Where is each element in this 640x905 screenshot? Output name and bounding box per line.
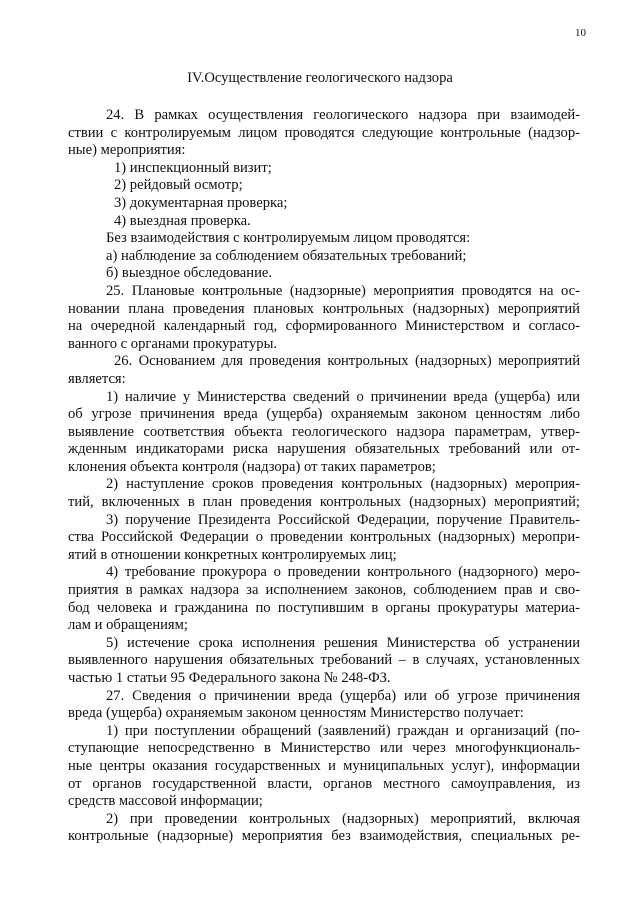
text-line: ступающие непосредственно в Министерство или через многофункциональ- xyxy=(68,740,580,757)
text-line: тий, включенных в план проведения контрольных (надзорных) мероприятий; xyxy=(68,494,580,511)
text-line: 2) при проведении контрольных (надзорных) мероприятий, включая xyxy=(106,810,580,827)
text-line: 24. В рамках осуществления геологического надзора при взаимодей- xyxy=(106,107,580,123)
text-line: 2) рейдовый осмотр; xyxy=(114,177,243,194)
text-line: ванного с органами прокуратуры. xyxy=(68,335,278,352)
text-line: 3) документарная проверка; xyxy=(114,194,288,211)
text-line: ные центры оказания государственных и муниципальных услуг), информации xyxy=(68,757,580,774)
text-line: на очередной календарный год, сформированного Министерством и согласо- xyxy=(68,318,580,335)
text-line: новании плана проведения плановых контрольных (надзорных) мероприятий xyxy=(68,300,580,317)
text-line: об угрозе причинения вреда (ущерба) охраняемым законом ценностям либо xyxy=(68,406,580,423)
text-line: 25. Плановые контрольные (надзорные) мероприятия проводятся на ос- xyxy=(106,282,580,299)
text-line: выявление соответствия объекта геологического надзора параметрам, утвер- xyxy=(68,423,580,440)
text-line: вреда (ущерба) охраняемым законом ценностям Министерство получает: xyxy=(68,705,524,722)
text-line: частью 1 статьи 95 Федерального закона № 248-ФЗ. xyxy=(68,670,391,686)
text-line: от органов государственной власти, органов местного самоуправления, из xyxy=(68,775,580,792)
text-line: 1) инспекционный визит; xyxy=(114,159,272,176)
text-line: 26. Основанием для проведения контрольных (надзорных) мероприятий xyxy=(114,353,580,370)
text-line: 4) выездная проверка. xyxy=(114,212,251,229)
text-line: клонения объекта контроля (надзора) от таких параметров; xyxy=(68,458,436,475)
section-heading: IV.Осуществление геологического надзора xyxy=(187,70,453,86)
text-line: 3) поручение Президента Российской Федерации, поручение Правитель- xyxy=(106,511,580,528)
text-line: 2) наступление сроков проведения контрольных (надзорных) мероприя- xyxy=(106,476,580,493)
text-line: а) наблюдение за соблюдением обязательных требований; xyxy=(106,247,467,264)
text-line: жденным индикаторами риска нарушения обязательных требований или от- xyxy=(68,441,580,458)
text-line: 1) наличие у Министерства сведений о причинении вреда (ущерба) или xyxy=(106,388,580,405)
text-line: Без взаимодействия с контролируемым лицом проводятся: xyxy=(106,230,471,247)
text-line: б) выездное обследование. xyxy=(106,265,273,282)
text-line: бод человека и гражданина по поступившим в органы прокуратуры материа- xyxy=(68,599,580,616)
text-line: 5) истечение срока исполнения решения Министерства об устранении xyxy=(106,634,580,651)
text-line: 4) требование прокурора о проведении контрольного (надзорного) меро- xyxy=(106,564,580,581)
text-line: ные) мероприятия: xyxy=(68,142,186,159)
text-line: 1) при поступлении обращений (заявлений) граждан и организаций (по- xyxy=(106,722,580,739)
text-line: 27. Сведения о причинении вреда (ущерба) или об угрозе причинения xyxy=(106,687,580,704)
text-line: приятия в рамках надзора за исполнением законов, соблюдением прав и сво- xyxy=(68,582,580,599)
text-line: контрольные (надзорные) мероприятия без взаимодействия, специальных ре- xyxy=(68,828,580,845)
text-line: ствии с контролируемым лицом проводятся следующие контрольные (надзор- xyxy=(68,124,580,141)
text-line: выявленного нарушения обязательных требований – в случаях, установленных xyxy=(68,652,580,669)
text-line: ства Российской Федерации о проведении контрольных (надзорных) меропри- xyxy=(68,529,580,546)
text-line: средств массовой информации; xyxy=(68,793,263,810)
document-body xyxy=(68,107,580,846)
text-line: ятий в отношении конкретных контролируемых лиц; xyxy=(68,546,397,563)
text-line: является: xyxy=(68,370,126,387)
page-number: 10 xyxy=(575,27,586,39)
text-line: лам и обращениям; xyxy=(68,617,188,634)
